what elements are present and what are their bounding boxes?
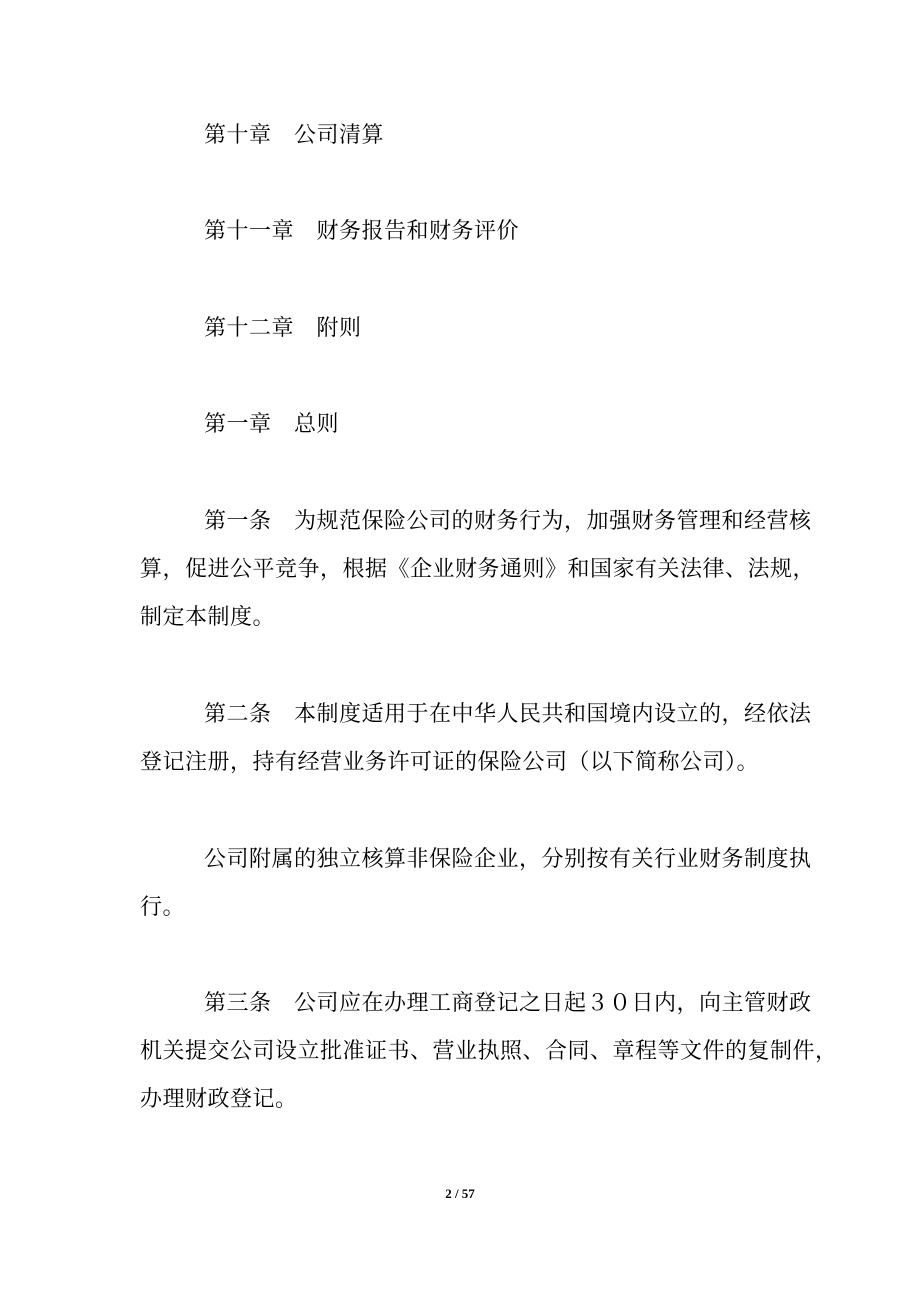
chapter-heading-10: 第十章 公司清算 — [204, 123, 385, 148]
article-2-line-1: 第二条 本制度适用于在中华人民共和国境内设立的，经依法 — [204, 702, 812, 727]
article-1-line-1: 第一条 为规范保险公司的财务行为，加强财务管理和经营核 — [204, 509, 812, 534]
article-1-line-3: 制定本制度。 — [140, 605, 276, 630]
chapter-heading-12: 第十二章 附则 — [204, 316, 362, 341]
page-number: 2 / 57 — [445, 1186, 475, 1201]
article-1-line-2: 算，促进公平竞争，根据《企业财务通则》和国家有关法律、法规， — [140, 557, 816, 582]
chapter-heading-11: 第十一章 财务报告和财务评价 — [204, 219, 520, 244]
article-2-line-2: 登记注册，持有经营业务许可证的保险公司（以下简称公司）。 — [140, 750, 760, 775]
article-3-line-2: 机关提交公司设立批准证书、营业执照、合同、章程等文件的复制件， — [140, 1039, 838, 1064]
article-3-line-3: 办理财政登记。 — [140, 1087, 298, 1112]
article-2-note-line-2: 行。 — [140, 895, 186, 920]
article-2-note-line-1: 公司附属的独立核算非保险企业，分别按有关行业财务制度执 — [204, 847, 812, 872]
article-3-line-1: 第三条 公司应在办理工商登记之日起３０日内，向主管财政 — [204, 991, 812, 1016]
chapter-heading-1: 第一章 总则 — [204, 412, 340, 437]
